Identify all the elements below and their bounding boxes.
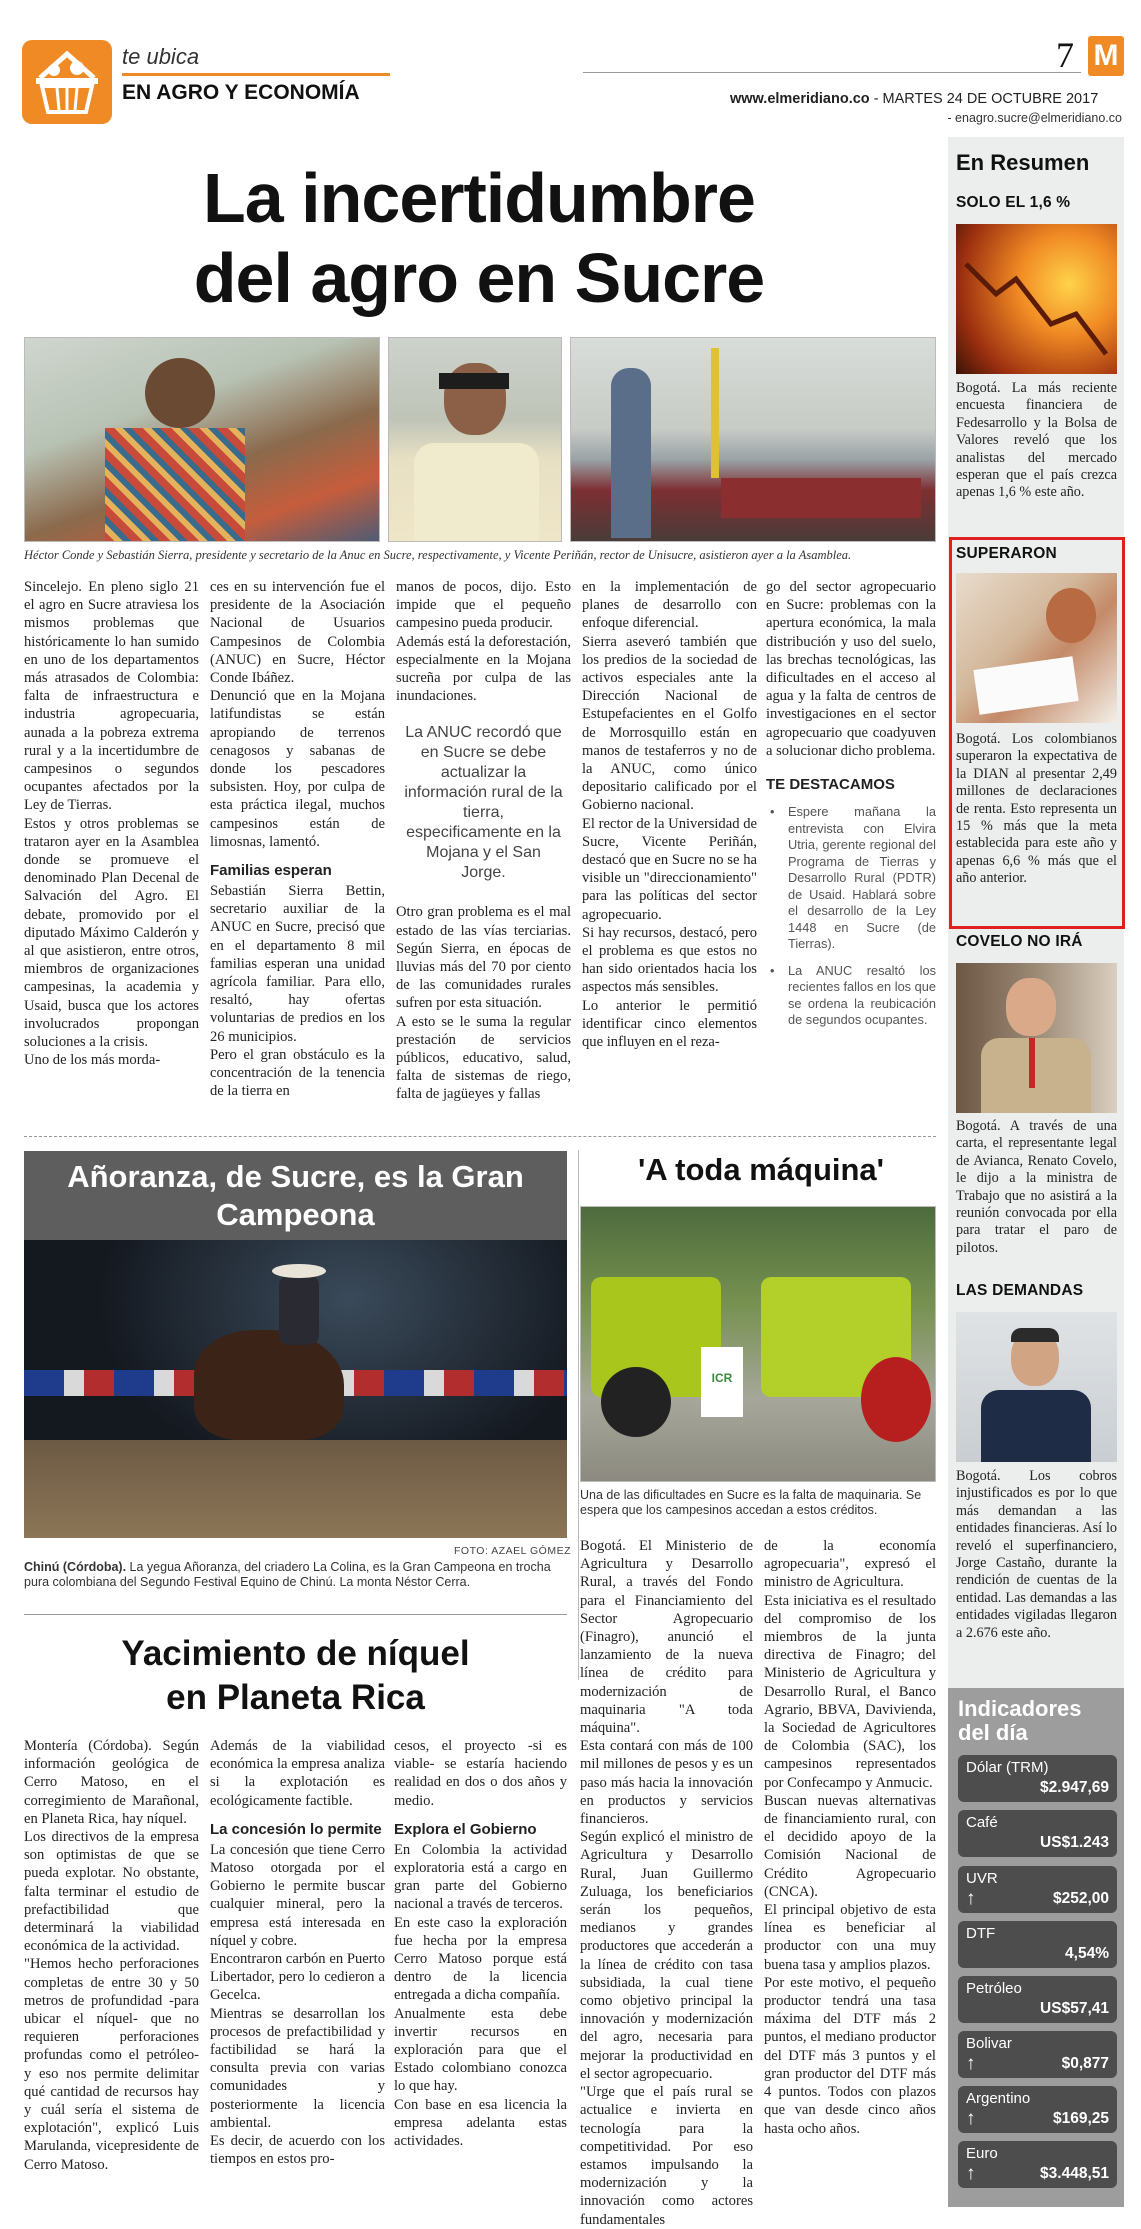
indicator-uvr bbox=[958, 1866, 1117, 1913]
lead-col5-text: go del sector agropecuario en Sucre: problemas con la apertura económica, la mala distribución y uso del suelo, las brechas tecnológicas, las dificultades en el acceso al agua y la falta de centros de investigaciones en el sector agropecuario que coadyuven a solucionar dicho problema. bbox=[766, 579, 936, 759]
indicator-name: Bolivar bbox=[966, 2035, 1012, 2052]
photo-tractors bbox=[580, 1206, 936, 1482]
indicators-title bbox=[958, 1697, 1081, 1745]
lead-col2-text-b: Sebastián Sierra Bettin, secretario auxiliar de la ANUC en Sucre, precisó que en el departamento 8 mil familias esperan una unidad agrícola familiar. Para ello, resaltó, hay ofertas voluntarias de predios en los 26 municipios. Pero el gran obstáculo es la concentración de la tenencia de la tierra en bbox=[210, 883, 385, 1100]
indicator-argentino bbox=[958, 2086, 1117, 2133]
horse-photo-credit: FOTO: AZAEL GÓMEZ bbox=[454, 1545, 572, 1557]
brief-2-text bbox=[956, 731, 1117, 888]
basket-icon bbox=[22, 40, 112, 124]
nickel-col3-text-a: cesos, el proyecto -si es viable- se estaría haciendo realidad en dos o dos años y medio. bbox=[394, 1738, 567, 1809]
tractor-column-1 bbox=[580, 1537, 753, 2229]
page-number: 7 bbox=[1056, 35, 1074, 75]
section-title: EN AGRO Y ECONOMÍA bbox=[122, 81, 360, 104]
brief-3-text bbox=[956, 1118, 1117, 1257]
nickel-col2-text-b: La concesión que tiene Cerro Matoso otorgada por el Gobierno le permite buscar cualquier mineral, pero la empresa está interesada en níquel y cobre. Encontraron carbón en Puerto Libertador, pero lo cedieron a Gecelca. Mientras se desarrollan los procesos de prefactibilidad y factibilidad se hará la consulta previa con varias comunidades y posteriormente la licencia ambiental. Es decir, de acuerdo con los tiempos en estos pro- bbox=[210, 1841, 385, 2168]
brief-1-text bbox=[956, 380, 1117, 502]
brief-4-text bbox=[956, 1468, 1117, 1642]
brief-4-title: LAS DEMANDAS bbox=[956, 1282, 1084, 1299]
nickel-col1-text: Montería (Córdoba). Según información geológica de Cerro Matoso, en el corregimiento de Marañonal, en Planeta Rica, hay níquel. Los directivos de la empresa son optimistas de que se pueda explotar. No obstante, falta terminar el estudio de prefactibilidad que determinará la viabilidad económica de la actividad. "Hemos hecho perforaciones completas de entre 30 y 50 metros de profundidad -para ubicar el níquel- que no requieren perforaciones profundas como el petróleo- y eso nos permite delimitar qué cantidad de recursos hay y cuál sería el sistema de explotación", explicó Luis Marulanda, vicepresidente de Cerro Matoso. bbox=[24, 1738, 199, 2173]
destacamos-title: TE DESTACAMOS bbox=[766, 776, 895, 794]
pullquote: La ANUC recordó que en Sucre se debe actualizar la información rural de la tierra, especificamente en la Mojana y el San Jorge. bbox=[404, 724, 563, 882]
subhead-concesion: La concesión lo permite bbox=[210, 1820, 382, 1838]
up-arrow-icon: ↑ bbox=[966, 2053, 976, 2074]
nickel-column-3 bbox=[394, 1737, 567, 2150]
lead-column-5 bbox=[766, 578, 936, 1029]
bullet-icon: • bbox=[770, 962, 775, 978]
headline-line-1: La incertidumbre bbox=[203, 159, 755, 237]
indicator-dolar bbox=[958, 1755, 1117, 1802]
photo-sebastian-sierra bbox=[388, 337, 562, 542]
lead-col3-text-a: manos de pocos, dijo. Esto impide que el pequeño campesino pueda producir. Además está la deforestación, especialmente en la Mojana sucreña por culpa de las inundaciones. bbox=[396, 579, 571, 705]
section-logo bbox=[22, 40, 112, 124]
dateline bbox=[730, 91, 1098, 107]
bullet-icon: • bbox=[770, 804, 775, 820]
indicator-value: 4,54% bbox=[1065, 1945, 1109, 1962]
horse-headline: Añoranza, de Sucre, es la Gran Campeona bbox=[67, 1159, 524, 1232]
nickel-headline-line-2: en Planeta Rica bbox=[166, 1678, 425, 1717]
email[interactable]: - enagro.sucre@elmeridiano.co bbox=[947, 111, 1122, 125]
destacamos-text-2: La ANUC resaltó los recientes fallos en los que se ordena la reubicación de segundos ocupantes. bbox=[788, 962, 936, 1028]
indicators-title-line-1: Indicadores bbox=[958, 1696, 1082, 1721]
brief-1-title: SOLO EL 1,6 % bbox=[956, 194, 1071, 211]
lead-col3-text-b: Otro gran problema es el mal estado de las vías terciarias. Según Sierra, en épocas de lluvias más del 70 por ciento de las comunidades rurales sufren por esta situación. A esto se le suma la regular prestación de servicios públicos, educativo, salud, falta de sistemas de riego, falta de jagüeyes y fallas bbox=[396, 904, 571, 1103]
indicator-name: Argentino bbox=[966, 2090, 1031, 2107]
indicator-value: $0,877 bbox=[1061, 2055, 1109, 2072]
indicator-cafe bbox=[958, 1810, 1117, 1857]
horse-caption-dateline: Chinú (Córdoba). bbox=[24, 1560, 127, 1574]
indicator-name: DTF bbox=[966, 1925, 996, 1942]
tractor-headline: 'A toda máquina' bbox=[637, 1152, 885, 1187]
photo-horse bbox=[24, 1240, 567, 1538]
headline bbox=[24, 158, 934, 318]
indicator-value: $169,25 bbox=[1052, 2110, 1109, 2127]
nickel-column-1 bbox=[24, 1737, 199, 2174]
nickel-col2-text-a: Además de la viabilidad económica la empresa analiza si la explotación es ecológicamente factible. bbox=[210, 1738, 385, 1809]
indicator-name: Euro bbox=[966, 2145, 998, 2162]
destacamos-item-2 bbox=[766, 963, 936, 1029]
lead-col4-text: en la implementación de planes de desarrollo con enfoque diferencial. Sierra aseveró también que los predios de la sociedad de activos especiales ante la Dirección Nacional de Estupefacientes en el Golfo de Morrosquillo están en manos de testaferros y no de la ANUC, como único depositario calificado por el Gobierno nacional. El rector de la Universidad de Sucre, Vicente Periñán, destacó que en Sucre no se ha visible un "direccionamiento" para las políticas del sector agropecuario. Si hay recursos, destacó, pero el problema es que estos no han sido orientados hacia los aspectos más sensibles. Lo anterior le permitió identificar cinco elementos que influyen en el reza- bbox=[582, 579, 757, 1051]
nickel-column-2 bbox=[210, 1737, 385, 2168]
nickel-col3-text-b: En Colombia la actividad exploratoria está a cargo en gran parte del Gobierno nacional a través de terceros. En este caso la exploración fue hecha por la empresa Cerro Matoso porque está dentro de la licencia entregada a dicha compañía. Anualmente esta debe invertir recursos en exploración para que el Estado colombiano conozca lo que hay. Con base en esa licencia la empresa adelanta estas actividades. bbox=[394, 1841, 567, 2150]
photo-taxes bbox=[956, 573, 1117, 723]
section-tagline: te ubica bbox=[122, 44, 200, 69]
indicator-petroleo bbox=[958, 1976, 1117, 2023]
indicator-bolivar bbox=[958, 2031, 1117, 2078]
column-divider bbox=[578, 1150, 579, 1680]
headline-line-2: del agro en Sucre bbox=[193, 239, 765, 317]
photo-covelo bbox=[956, 963, 1117, 1113]
tractor-col2-text: de la economía agropecuaria", expresó el ministro de Agricultura. Esta iniciativa es el resultado del compromiso de los miembros de la junta directiva de Finagro; del Ministerio de Agricultura y Desarrollo Rural, el Banco Agrario, BBVA, Davivienda, la Sociedad de Agricultores de Colombia (SAC), los campesinos representados por Confecampo y Anmucic. Buscan nuevas alternativas de financiamiento rural, con el decidido apoyo de la Comisión Nacional de Crédito Agropecuario (CNCA). El principal objetivo de esta línea es beneficiar al productor con una muy buena tasa y amplios plazos. Por este motivo, el pequeño productor tendrá una tasa máxima del DTF más 2 puntos, el mediano productor del DTF más 3 puntos y el gran productor del DTF más 4 puntos. Todos con plazos que van desde cinco años hasta ocho años. bbox=[764, 1538, 936, 2137]
website-link[interactable]: www.elmeridiano.co bbox=[730, 91, 870, 107]
indicator-name: Dólar (TRM) bbox=[966, 1759, 1049, 1776]
lead-column-3 bbox=[396, 578, 571, 1104]
sidebar-title: En Resumen bbox=[956, 150, 1090, 175]
photo-castano bbox=[956, 1312, 1117, 1462]
tractor-column-2 bbox=[764, 1537, 936, 2138]
indicator-name: Café bbox=[966, 1814, 998, 1831]
indicator-name: UVR bbox=[966, 1870, 998, 1887]
indicator-euro bbox=[958, 2141, 1117, 2188]
indicator-value: US$57,41 bbox=[1040, 2000, 1109, 2017]
photo-crisis-chart bbox=[956, 224, 1117, 374]
photo-hector-conde bbox=[24, 337, 380, 542]
photo-assembly bbox=[570, 337, 936, 542]
destacamos-text-1: Espere mañana la entrevista con Elvira Utria, gerente regional del Programa de Tierras y Desarrollo Rural (PDTR) de Usaid. Hablará sobre el desarrollo de la Ley 1448 en Sucre (de Tierras). bbox=[788, 804, 936, 952]
nickel-headline-line-1: Yacimiento de níquel bbox=[121, 1634, 470, 1673]
date: - MARTES 24 DE OCTUBRE 2017 bbox=[869, 91, 1099, 107]
indicator-value: US$1.243 bbox=[1040, 1834, 1109, 1851]
subhead-explora: Explora el Gobierno bbox=[394, 1820, 537, 1838]
lead-photo-caption: Héctor Conde y Sebastián Sierra, presidente y secretario de la Anuc en Sucre, respectivamente, y Vicente Periñán, rector de Unisucre, asistieron ayer a la Asamblea. bbox=[24, 548, 852, 562]
brief-3-body: Bogotá. A través de una carta, el representante legal de Avianca, Renato Covelo, le dijo a la ministra de Trabajo que no asistirá a la reunión convocada por ella para tratar el paro de pilotos. bbox=[956, 1118, 1117, 1256]
up-arrow-icon: ↑ bbox=[966, 2108, 976, 2129]
indicator-value: $2.947,69 bbox=[1040, 1779, 1109, 1796]
indicator-name: Petróleo bbox=[966, 1980, 1022, 1997]
lead-col1-text: Sincelejo. En pleno siglo 21 el agro en Sucre atraviesa los mismos problemas que históricamente lo han sumido en uno de los departamentos más atrasados de Colombia: falta de infraestructura e industria agropecuaria, aunada a la pobreza extrema rural y a la incertidumbre de campesinos o segundos ocupantes afectados por la Ley de Tierras. Estos y otros problemas se trataron ayer en la Asamblea donde se promueve el denominado Plan Decenal de Salvación del Agro. El debate, promovido por el diputado Máximo Calderón y al que asistieron, entre otros, miembros de organizaciones campesinas, la academia y Usaid, busca que los actores involucrados propongan soluciones a la crisis. Uno de los más morda- bbox=[24, 579, 199, 1069]
lead-column-4 bbox=[582, 578, 757, 1051]
brief-3-title: COVELO NO IRÁ bbox=[956, 933, 1083, 950]
indicators-title-line-2: del día bbox=[958, 1720, 1028, 1745]
up-arrow-icon: ↑ bbox=[966, 2163, 976, 2184]
lead-column-1 bbox=[24, 578, 199, 1069]
indicator-value: $252,00 bbox=[1052, 1890, 1109, 1907]
brief-2-title: SUPERARON bbox=[956, 545, 1057, 562]
subhead-familias: Familias esperan bbox=[210, 862, 332, 880]
tractor-caption: Una de las dificultades en Sucre es la falta de maquinaria. Se espera que los campesinos accedan a estos créditos. bbox=[580, 1488, 922, 1517]
brand-logo: M bbox=[1088, 36, 1124, 76]
up-arrow-icon: ↑ bbox=[966, 1888, 976, 1909]
horse-caption bbox=[24, 1560, 567, 1590]
nickel-headline bbox=[24, 1632, 567, 1720]
indicator-dtf bbox=[958, 1921, 1117, 1968]
indicator-value: $3.448,51 bbox=[1040, 2165, 1109, 2182]
brief-4-body: Bogotá. Los cobros injustificados es por lo que más demandan a las entidades financieras. Así lo reveló el superfinanciero, Jorge Castaño, durante la rendición de cuentas de la entidad. Las demandas a las entidades vigiladas llegaron a 2.676 este año. bbox=[956, 1468, 1117, 1641]
section-underline bbox=[122, 73, 390, 76]
destacamos-item-1 bbox=[766, 804, 936, 953]
horse-caption-text: La yegua Añoranza, del criadero La Colina, es la Gran Campeona en trocha pura colombiana del Segundo Festival Equino de Chinú. La monta Néstor Cerra. bbox=[24, 1560, 551, 1589]
icr-banner: ICR bbox=[701, 1347, 743, 1417]
brief-1-body: Bogotá. La más reciente encuesta financiera de Fedesarrollo y la Bolsa de Valores reveló que los analistas del mercado esperan que el país crezca apenas 1,6 % este año. bbox=[956, 380, 1117, 501]
brief-2-body: Bogotá. Los colombianos superaron la expectativa de la DIAN al presentar 2,49 millones de declaraciones de renta. Esto representa un 15 % más que la meta establecida para este año y apenas 6,6 % más que el año anterior. bbox=[956, 731, 1117, 887]
lead-column-2 bbox=[210, 578, 385, 1100]
falling-arrow-icon bbox=[956, 224, 1117, 374]
tractor-col1-text: Bogotá. El Ministerio de Agricultura y Desarrollo Rural, a través del Fondo para el Financiamiento del Sector Agropecuario (Finagro), anunció el lanzamiento de la nueva línea de crédito para modernización de maquinaria "A toda máquina". Esta contará con más de 100 mil millones de pesos y es un paso más hacia la innovación en productos y servicios financieros. Según explicó el ministro de Agricultura y Desarrollo Rural, Juan Guillermo Zuluaga, los beneficiarios serán los pequeños, medianos y grandes productores que accederán a la línea de crédito con tasa subsidiada, la cual tiene como objetivo principal la innovación y modernización del agro, necesaria para mejorar la productividad en el sector agropecuario. "Urge que el país rural se actualice e invierta en tecnología para la competitividad. Por eso estamos impulsando la modernización y la innovación como actores fundamentales bbox=[580, 1538, 753, 2228]
lead-col2-text-a: ces en su intervención fue el presidente de la Asociación Nacional de Usuarios Campesinos de Colombia (ANUC) en Sucre, Héctor Conde Ibáñez. Denunció que en la Mojana latifundistas se están apropiando de terrenos cenagosos y sabanas de donde los pescadores subsisten. Hoy, por culpa de esta práctica ilegal, muchos campesinos están de limosnas, lamentó. bbox=[210, 579, 385, 850]
